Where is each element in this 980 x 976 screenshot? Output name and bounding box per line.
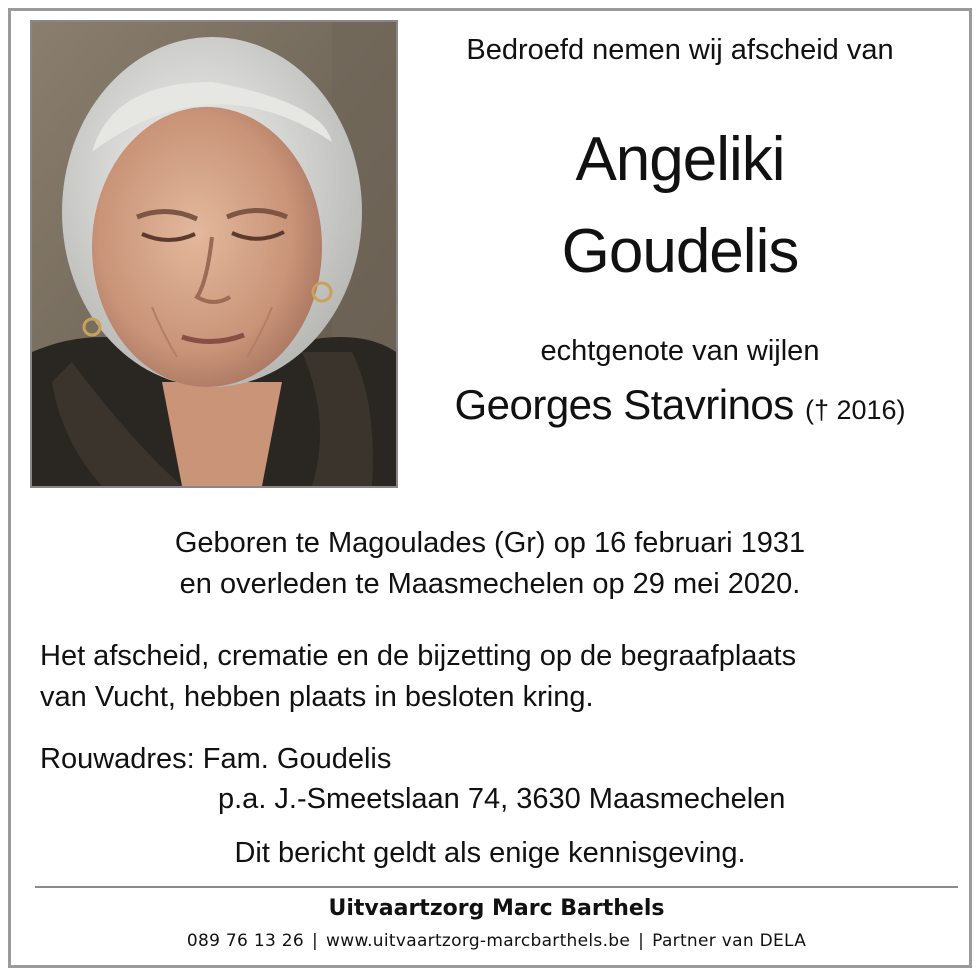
ceremony-line-1: Het afscheid, crematie en de bijzetting op de begraafplaats xyxy=(40,640,797,672)
separator: | xyxy=(312,931,319,951)
footer-contact xyxy=(35,931,958,951)
spouse-death-year: († 2016) xyxy=(804,395,906,425)
ceremony-line-2: van Vucht, hebben plaats in besloten kring. xyxy=(40,681,594,713)
deceased-last-name: Goudelis xyxy=(561,217,799,286)
spouse-intro: echtgenote van wijlen xyxy=(540,335,820,367)
spouse-name: Georges Stavrinos xyxy=(454,381,794,428)
separator: | xyxy=(638,931,645,951)
company-name: Uitvaartzorg Marc Barthels xyxy=(328,896,665,921)
phone-number: 089 76 13 26 xyxy=(186,931,305,951)
website-link[interactable]: www.uitvaartzorg-marcbarthels.be xyxy=(326,931,631,951)
portrait-photo xyxy=(30,20,398,488)
birth-line: Geboren te Magoulades (Gr) op 16 februari 1931 xyxy=(174,527,806,559)
intro-text: Bedroefd nemen wij afscheid van xyxy=(466,34,894,66)
footer-divider xyxy=(35,886,958,888)
address-line-1: Rouwadres: Fam. Goudelis xyxy=(40,743,392,775)
partner-text: Partner van DELA xyxy=(652,931,807,951)
notice-text: Dit bericht geldt als enige kennisgeving. xyxy=(234,837,746,869)
address-line-2: p.a. J.-Smeetslaan 74, 3630 Maasmechelen xyxy=(218,783,786,815)
death-line: en overleden te Maasmechelen op 29 mei 2020. xyxy=(179,568,801,600)
deceased-first-name: Angeliki xyxy=(575,125,785,194)
spouse-line xyxy=(420,381,940,429)
